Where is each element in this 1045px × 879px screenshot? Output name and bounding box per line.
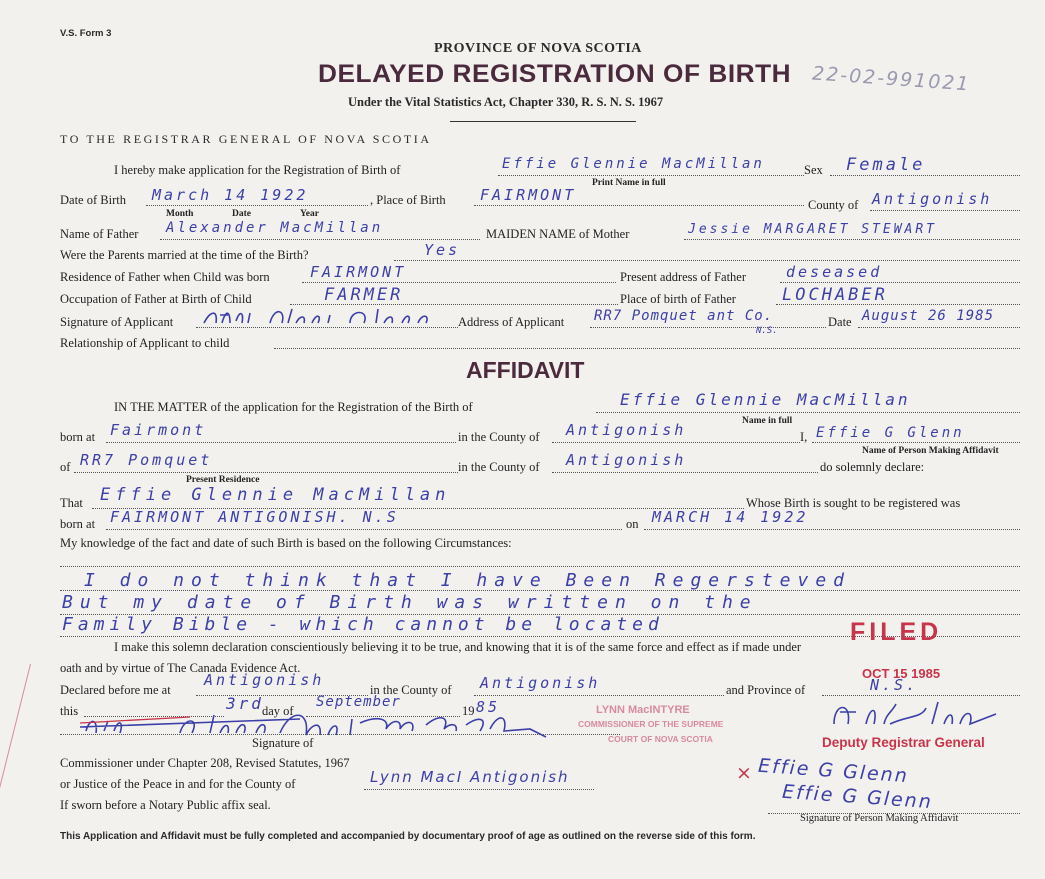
sex-label: Sex [804,163,823,177]
notary-label: If sworn before a Notary Public affix seal. [60,798,271,812]
filed-stamp: FILED [850,618,943,646]
circumstance-line-1: I do not think that I have Been Regersteved [84,570,851,591]
affiant-name-value: Effie G Glenn [816,425,965,441]
born-at-value: Fairmont [110,421,207,439]
filed-date-stamp: OCT 15 1985 [862,666,941,681]
signature-of-label: Signature of [252,736,314,750]
that-name-value: Effie Glennie MacMillan [100,485,451,505]
page-title: DELAYED REGISTRATION OF BIRTH [318,60,792,88]
occupation-label: Occupation of Father at Birth of Child [60,292,252,306]
residence-label: Residence of Father when Child was born [60,270,270,284]
this-label: this [60,704,79,718]
affiant-note: Name of Person Making Affidavit [862,446,999,456]
day-value: 3rd [226,694,264,713]
married-label: Were the Parents married at the time of the Birth? [60,248,309,262]
born-place-value: FAIRMONT ANTIGONISH. N.S [110,508,399,526]
subtitle: Under the Vital Statistics Act, Chapter 330, R. S. N. S. 1967 [348,95,664,109]
knowledge-label: My knowledge of the fact and date of such Birth is based on the following Circumstances: [60,536,512,550]
date-value: August 26 1985 [862,308,995,324]
declared-county-value: Antigonish [480,674,601,692]
signature-label: Signature of Applicant [60,315,174,329]
of-label: of [60,460,71,474]
applicant-address-label: Address of Applicant [458,315,565,329]
residence-affidavit-value: RR7 Pomquet [80,451,213,469]
addressee: TO THE REGISTRAR GENERAL OF NOVA SCOTIA [60,132,432,146]
affiant-signature-1: Effie G Glenn [757,754,910,788]
province-label: and Province of [726,683,806,697]
county-2-value: Antigonish [566,451,687,469]
applicant-address-value: RR7 Pomquet ant Co. [594,308,774,324]
name-full-note: Name in full [742,416,793,426]
cross-mark: × [736,762,752,784]
date-note: Date [232,209,251,219]
declared-label: Declared before me at [60,683,171,697]
province-heading: PROVINCE OF NOVA SCOTIA [434,41,642,56]
applicant-address-sub: N.S. [756,326,778,336]
commissioner-stamp-name: LYNN MacINTYRE [596,704,690,716]
affiant-signature-2: Effie G Glenn [781,780,934,814]
sex-value: Female [846,155,926,175]
commissioner-signature [60,705,600,745]
title-rule [450,121,636,122]
born-date-value: MARCH 14 1922 [652,508,809,526]
on-label: on [626,517,639,531]
affidavit-heading: AFFIDAVIT [466,357,585,383]
form-number: V.S. Form 3 [60,28,112,39]
pob-value: FAIRMONT [480,186,577,204]
declared-at-value: Antigonish [204,671,325,689]
dob-label: Date of Birth [60,193,126,207]
father-pob-label: Place of birth of Father [620,292,736,306]
father-address-value: deseased [786,263,883,281]
mother-value: Jessie MARGARET STEWART [688,222,938,237]
circumstance-line-2: But my date of Birth was written on the [62,592,758,613]
child-name-value: Effie Glennie MacMillan [502,156,765,172]
married-value: Yes [424,241,461,259]
born-at-label: born at [60,430,96,444]
province-value: N.S. [870,676,919,694]
relationship-label: Relationship of Applicant to child [60,336,230,350]
matter-name-value: Effie Glennie MacMillan [620,390,911,409]
father-label: Name of Father [60,227,139,241]
occupation-value: FARMER [324,285,404,305]
intro-label: I hereby make application for the Registration of Birth of [114,163,401,177]
date-label: Date [828,315,852,329]
month-note: Month [166,209,194,219]
solemn-text-2: oath and by virtue of The Canada Evidence Act. [60,661,301,675]
year-prefix: 19 [462,704,475,718]
margin-mark [0,664,31,839]
county-1-value: Antigonish [566,421,687,439]
solemn-text-1: I make this solemn declaration conscientiously believing it to be true, and knowing that it is of the same force and effect as if made under [114,640,802,654]
i-label: I, [800,430,808,444]
applicant-signature [200,305,460,329]
circumstance-line-3: Family Bible - which cannot be located [62,614,664,635]
commissioner-label: Commissioner under Chapter 208, Revised Statutes, 1967 [60,756,350,770]
father-address-label: Present address of Father [620,270,747,284]
in-county-label-2: in the County of [458,460,540,474]
father-pob-value: LOCHABER [782,285,888,305]
commissioner-stamp-title: COMMISSIONER OF THE SUPREME [578,719,724,729]
justice-label: or Justice of the Peace in and for the County of [60,777,296,791]
present-residence-note: Present Residence [186,475,260,485]
born-at-label-2: born at [60,517,96,531]
in-the-county-label: in the County of [370,683,452,697]
dob-value: March 14 1922 [152,186,309,204]
file-number: 22-02-991021 [811,62,972,96]
whose-birth-label: Whose Birth is sought to be registered was [746,496,961,510]
affiant-sig-label: Signature of Person Making Affidavit [800,813,959,824]
county-label: County of [808,198,859,212]
month-value: September [316,694,401,710]
commissioner-stamp-court: COURT OF NOVA SCOTIA [608,734,713,744]
pob-label: , Place of Birth [370,193,446,207]
solemnly-label: do solemnly declare: [820,460,925,474]
print-name-note: Print Name in full [592,178,666,188]
mother-label: MAIDEN NAME of Mother [486,227,630,241]
day-label: day of [262,704,294,718]
justice-county-value: Lynn MacI Antigonish [370,768,570,786]
footer-note: This Application and Affidavit must be fully completed and accompanied by documentary proof of age as outlined on the reverse side of this form. [60,831,756,842]
year-note: Year [300,209,319,219]
registrar-signature [826,696,1006,730]
in-county-label-1: in the County of [458,430,540,444]
county-value: Antigonish [872,190,993,208]
that-label: That [60,496,83,510]
father-value: Alexander MacMillan [166,220,384,236]
deputy-registrar-stamp: Deputy Registrar General [822,735,985,750]
matter-label: IN THE MATTER of the application for the Registration of the Birth of [114,400,473,414]
year-value: 85 [476,698,501,716]
residence-value: FAIRMONT [310,263,407,281]
